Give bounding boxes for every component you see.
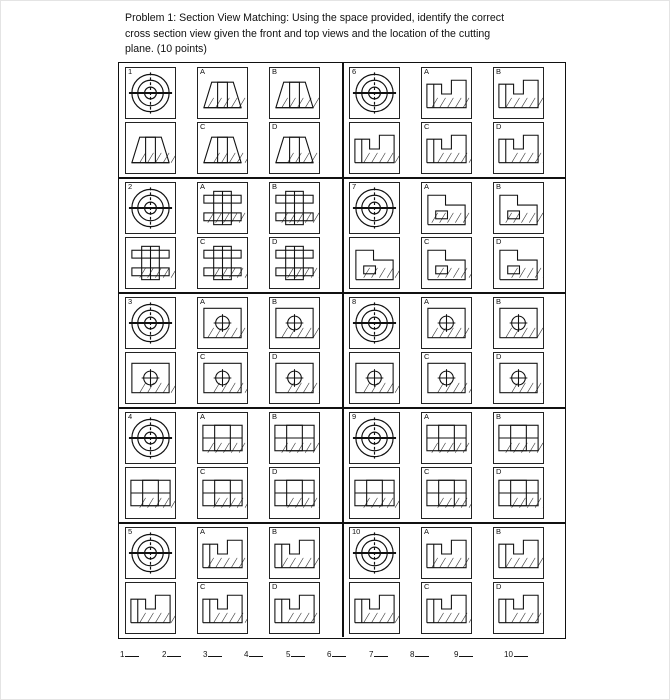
row-divider — [119, 292, 565, 294]
answer-blank[interactable] — [454, 649, 473, 659]
answer-blank[interactable] — [369, 649, 388, 659]
row-divider — [119, 522, 565, 524]
top-view-drawing — [126, 68, 175, 118]
option-label: C — [200, 352, 206, 361]
option-c-view — [197, 237, 248, 289]
answer-number: 10 — [504, 650, 513, 659]
given-top-view — [349, 527, 400, 579]
option-c-view — [421, 122, 472, 174]
top-view-drawing — [126, 298, 175, 348]
option-label: C — [200, 122, 206, 131]
given-top-view — [125, 182, 176, 234]
option-label: A — [200, 182, 206, 191]
option-d-view — [493, 237, 544, 289]
problem-block — [346, 412, 564, 520]
given-front-view — [125, 352, 176, 404]
problem-number: 4 — [128, 412, 133, 421]
front-view-drawing — [126, 353, 175, 403]
problem-block — [346, 67, 564, 175]
option-label: D — [496, 122, 502, 131]
option-label: C — [424, 582, 430, 591]
option-b-view — [493, 297, 544, 349]
option-c-view — [197, 467, 248, 519]
option-label: D — [496, 582, 502, 591]
option-label: C — [424, 122, 430, 131]
answer-blank[interactable] — [244, 649, 263, 659]
top-view-drawing — [350, 298, 399, 348]
option-label: D — [496, 237, 502, 246]
problem-block — [122, 182, 340, 290]
problem-statement-line: cross section view given the front and top views and the location of the cutting — [125, 27, 491, 40]
row-divider — [119, 407, 565, 409]
front-view-drawing — [126, 238, 175, 288]
given-front-view — [349, 122, 400, 174]
front-view-drawing — [350, 238, 399, 288]
given-top-view — [349, 67, 400, 119]
problem-block — [346, 297, 564, 405]
option-label: B — [496, 527, 502, 536]
problem-number: 1 — [128, 67, 133, 76]
option-b-view — [493, 527, 544, 579]
option-a-view — [421, 412, 472, 464]
option-label: C — [424, 237, 430, 246]
option-label: D — [272, 122, 278, 131]
option-c-view — [197, 352, 248, 404]
given-top-view — [125, 67, 176, 119]
problem-block — [122, 527, 340, 635]
option-label: A — [424, 67, 430, 76]
answer-number: 6 — [327, 650, 332, 659]
option-label: B — [496, 182, 502, 191]
front-view-drawing — [126, 123, 175, 173]
given-front-view — [349, 467, 400, 519]
option-label: A — [424, 412, 430, 421]
answer-number: 4 — [244, 650, 249, 659]
problem-number: 9 — [352, 412, 357, 421]
front-view-drawing — [350, 123, 399, 173]
answer-number: 1 — [120, 650, 125, 659]
option-b-view — [493, 67, 544, 119]
top-view-drawing — [350, 183, 399, 233]
answer-blanks — [120, 649, 570, 663]
answer-blank[interactable] — [410, 649, 429, 659]
problem-block — [122, 297, 340, 405]
given-front-view — [125, 122, 176, 174]
option-d-view — [493, 122, 544, 174]
option-label: D — [272, 352, 278, 361]
problem-number: 10 — [352, 527, 361, 536]
option-label: C — [200, 237, 206, 246]
option-b-view — [269, 412, 320, 464]
option-b-view — [269, 297, 320, 349]
problem-block — [346, 182, 564, 290]
option-a-view — [197, 412, 248, 464]
option-label: A — [200, 412, 206, 421]
given-front-view — [349, 237, 400, 289]
answer-blank[interactable] — [203, 649, 222, 659]
option-d-view — [269, 237, 320, 289]
given-front-view — [125, 467, 176, 519]
option-c-view — [421, 467, 472, 519]
option-d-view — [493, 582, 544, 634]
row-divider — [119, 177, 565, 179]
option-label: B — [496, 297, 502, 306]
problem-number: 6 — [352, 67, 357, 76]
answer-number: 3 — [203, 650, 208, 659]
option-label: A — [200, 297, 206, 306]
problem-block — [346, 527, 564, 635]
answer-blank[interactable] — [120, 649, 139, 659]
option-c-view — [197, 122, 248, 174]
option-label: A — [424, 297, 430, 306]
front-view-drawing — [350, 468, 399, 518]
top-view-drawing — [126, 528, 175, 578]
option-b-view — [493, 182, 544, 234]
given-top-view — [125, 527, 176, 579]
option-a-view — [421, 182, 472, 234]
option-b-view — [269, 527, 320, 579]
given-front-view — [125, 237, 176, 289]
option-label: B — [496, 412, 502, 421]
given-top-view — [349, 182, 400, 234]
given-front-view — [349, 352, 400, 404]
option-label: A — [424, 527, 430, 536]
problem-grid — [118, 62, 566, 639]
given-top-view — [125, 412, 176, 464]
option-a-view — [197, 297, 248, 349]
option-label: C — [200, 467, 206, 476]
option-b-view — [269, 67, 320, 119]
front-view-drawing — [350, 583, 399, 633]
option-label: D — [272, 582, 278, 591]
option-label: B — [272, 412, 278, 421]
given-top-view — [125, 297, 176, 349]
problem-number: 2 — [128, 182, 133, 191]
problem-block — [122, 67, 340, 175]
option-c-view — [421, 352, 472, 404]
problem-number: 7 — [352, 182, 357, 191]
answer-number: 9 — [454, 650, 459, 659]
answer-blank[interactable] — [162, 649, 181, 659]
front-view-drawing — [350, 353, 399, 403]
option-label: B — [272, 527, 278, 536]
problem-block — [122, 412, 340, 520]
problem-statement — [125, 11, 565, 58]
option-d-view — [493, 352, 544, 404]
answer-blank[interactable] — [504, 649, 528, 659]
problem-statement-line: Problem 1: Section View Matching: Using the space provided, identify the correct — [125, 12, 505, 24]
option-c-view — [421, 582, 472, 634]
problem-statement-line: plane. (10 points) — [125, 43, 207, 55]
option-label: B — [496, 67, 502, 76]
option-a-view — [197, 527, 248, 579]
option-c-view — [421, 237, 472, 289]
given-top-view — [349, 412, 400, 464]
front-view-drawing — [126, 468, 175, 518]
option-label: D — [272, 467, 278, 476]
option-label: B — [272, 182, 278, 191]
problem-number: 8 — [352, 297, 357, 306]
top-view-drawing — [126, 413, 175, 463]
answer-number: 8 — [410, 650, 415, 659]
top-view-drawing — [350, 68, 399, 118]
option-d-view — [269, 467, 320, 519]
option-a-view — [421, 297, 472, 349]
given-front-view — [125, 582, 176, 634]
option-label: A — [424, 182, 430, 191]
option-label: B — [272, 297, 278, 306]
front-view-drawing — [126, 583, 175, 633]
top-view-drawing — [350, 413, 399, 463]
option-c-view — [197, 582, 248, 634]
answer-blank[interactable] — [327, 649, 346, 659]
given-front-view — [349, 582, 400, 634]
answer-number: 5 — [286, 650, 291, 659]
option-a-view — [421, 67, 472, 119]
option-label: C — [200, 582, 206, 591]
option-a-view — [197, 182, 248, 234]
vertical-divider — [342, 63, 344, 637]
problem-number: 5 — [128, 527, 133, 536]
option-label: D — [272, 237, 278, 246]
option-label: C — [424, 467, 430, 476]
option-label: D — [496, 467, 502, 476]
option-d-view — [269, 122, 320, 174]
option-d-view — [269, 582, 320, 634]
option-label: B — [272, 67, 278, 76]
option-a-view — [197, 67, 248, 119]
option-b-view — [269, 182, 320, 234]
answer-number: 7 — [369, 650, 374, 659]
option-label: D — [496, 352, 502, 361]
option-label: A — [200, 67, 206, 76]
option-label: C — [424, 352, 430, 361]
answer-number: 2 — [162, 650, 167, 659]
top-view-drawing — [126, 183, 175, 233]
given-top-view — [349, 297, 400, 349]
option-b-view — [493, 412, 544, 464]
option-label: A — [200, 527, 206, 536]
option-d-view — [493, 467, 544, 519]
option-a-view — [421, 527, 472, 579]
option-d-view — [269, 352, 320, 404]
answer-blank[interactable] — [286, 649, 305, 659]
problem-number: 3 — [128, 297, 133, 306]
